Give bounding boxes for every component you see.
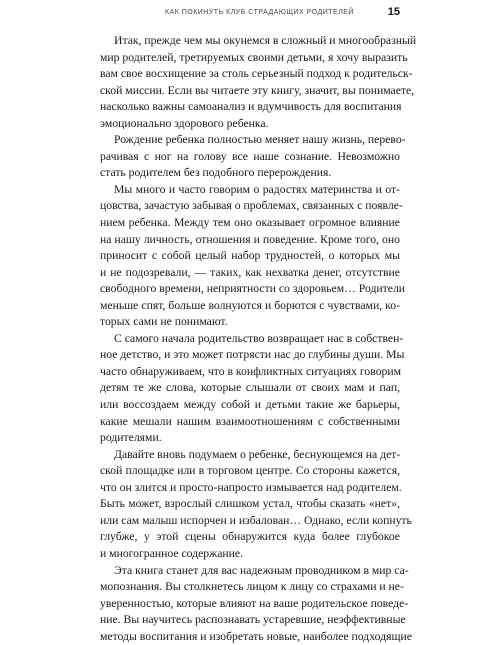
text-line: и многогранное содержание. (100, 546, 400, 563)
text-line: свободного времени, неприятности со здоровьем… Родители (100, 281, 400, 298)
paragraph (100, 447, 400, 563)
text-line: на нашу личность, отношения и поведение. Кроме того, оно (100, 232, 400, 249)
paragraph (100, 563, 400, 645)
text-line: эмоционально здорового ребенка. (100, 116, 400, 133)
text-line: или сам малыш испорчен и избалован… Однако, если копнуть (100, 513, 400, 530)
text-line: часто обнаруживаем, что в конфликтных ситуациях говорим (100, 364, 400, 381)
text-line: Давайте вновь подумаем о ребенке, беснующемся на дет- (100, 447, 400, 464)
text-line: насколько важны самоанализ и вдумчивость для воспитания (100, 99, 400, 116)
text-line: родителями. (100, 430, 400, 447)
text-line: детям те же слова, которые слышали от своих мам и пап, (100, 380, 400, 397)
paragraph (100, 132, 400, 182)
text-line: ное детство, и это может потрясти нас до глубины души. Мы (100, 347, 400, 364)
running-title: КАК ПОКИНУТЬ КЛУБ СТРАДАЮЩИХ РОДИТЕЛЕЙ (165, 8, 354, 18)
text-line: Быть может, взрослый слишком устал, чтобы сказать «нет», (100, 496, 400, 513)
text-line: ской площадке или в торговом центре. Со стороны кажется, (100, 463, 400, 480)
text-line: рачивая с ног на голову все наше сознание. Невозможно (100, 149, 400, 166)
text-line: стать родителем без подобного перерождения. (100, 165, 400, 182)
text-line: нием ребенка. Между тем оно оказывает огромное влияние (100, 215, 400, 232)
text-line: Рождение ребенка полностью меняет нашу жизнь, перево- (100, 132, 400, 149)
text-line: вам свое восхищение за столь серьезный подход к родительск- (100, 66, 400, 83)
paragraph (100, 331, 400, 447)
paragraph (100, 182, 400, 331)
text-line: методы воспитания и изобретать новые, наиболее подходящие (100, 629, 400, 645)
text-line: ние. Вы научитесь распознавать устаревшие, неэффективные (100, 612, 400, 629)
text-line: мопознания. Вы столкнетесь лицом к лицу со страхами и не- (100, 579, 400, 596)
body-text (100, 33, 400, 645)
text-line: торых сами не понимают. (100, 314, 400, 331)
text-line: цовства, зачастую забывая о проблемах, связанных с появле- (100, 198, 400, 215)
text-line: или воссоздаем между собой и детьми такие же барьеры, (100, 397, 400, 414)
text-line: ской миссии. Если вы читаете эту книгу, значит, вы понимаете, (100, 83, 400, 100)
text-line: Итак, прежде чем мы окунемся в сложный и многообразный (100, 33, 400, 50)
running-header (100, 8, 400, 22)
text-line: Эта книга станет для вас надежным проводником в мир са- (100, 563, 400, 580)
text-line: меньше спят, больше волнуются и борются с чувствами, ко- (100, 298, 400, 315)
text-line: что он злится и просто-напросто измывается над родителем. (100, 480, 400, 497)
text-line: уверенностью, которые влияют на ваше родительское поведе- (100, 596, 400, 613)
text-line: и не подозревали, — таких, как нехватка денег, отсутствие (100, 265, 400, 282)
text-line: С самого начала родительство возвращает нас в собствен- (100, 331, 400, 348)
page-number: 15 (388, 6, 400, 18)
text-line: глубже, у этой сцены обнаружится куда более глубокое (100, 529, 400, 546)
text-line: какие мешали нашим взаимоотношениям с собственными (100, 414, 400, 431)
text-line: приносит с собой целый набор трудностей, о которых мы (100, 248, 400, 265)
text-line: Мы много и часто говорим о радостях материнства и от- (100, 182, 400, 199)
text-line: мир родителей, третируемых своими детьми, я хочу выразить (100, 50, 400, 67)
paragraph (100, 33, 400, 132)
